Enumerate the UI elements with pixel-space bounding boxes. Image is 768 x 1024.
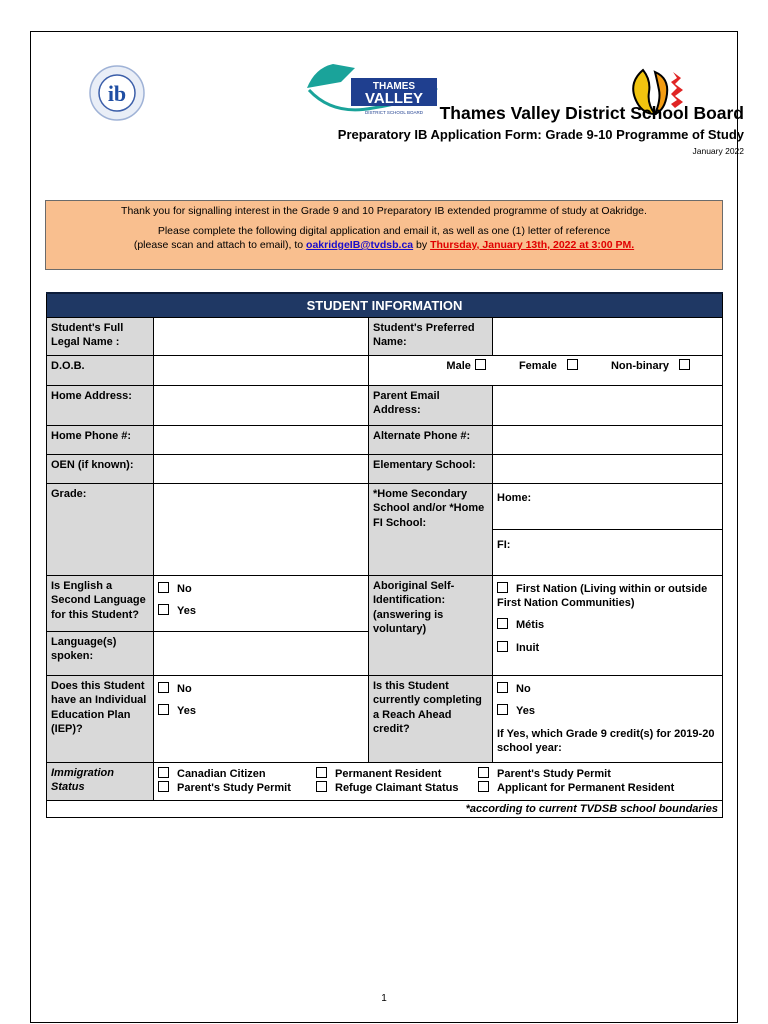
full-name-label: Student's Full Legal Name : bbox=[47, 317, 154, 355]
immigration-label: Immigration Status bbox=[47, 762, 154, 800]
home-address-label: Home Address: bbox=[47, 385, 154, 425]
oen-field[interactable] bbox=[154, 454, 369, 483]
instructions-line-3: (please scan and attach to email), to oakridgeIB@tvdsb.ca by Thursday, January 13th, 2022 at 3:00 PM. bbox=[133, 239, 635, 251]
applicant-permanent-resident-checkbox[interactable] bbox=[478, 781, 489, 792]
boundaries-footnote: *according to current TVDSB school boundaries bbox=[47, 800, 723, 818]
reach-ahead-note: If Yes, which Grade 9 credit(s) for 2019-20 school year: bbox=[497, 727, 715, 754]
fi-school-field[interactable]: FI: bbox=[493, 529, 723, 575]
home-phone-label: Home Phone #: bbox=[47, 425, 154, 454]
esl-options: No Yes bbox=[154, 575, 369, 631]
dob-field[interactable] bbox=[154, 355, 369, 385]
iep-no-checkbox[interactable] bbox=[158, 682, 169, 693]
instructions-line-2: Please complete the following digital application and email it, as well as one (1) letter of reference bbox=[157, 225, 611, 237]
esl-yes-checkbox[interactable] bbox=[158, 604, 169, 615]
grade-field[interactable] bbox=[154, 483, 369, 575]
board-title: Thames Valley District School Board bbox=[439, 103, 744, 123]
female-checkbox[interactable] bbox=[567, 359, 578, 370]
esl-label: Is English a Second Language for this Student? bbox=[47, 575, 154, 631]
permanent-resident-checkbox[interactable] bbox=[316, 767, 327, 778]
oen-label: OEN (if known): bbox=[47, 454, 154, 483]
full-name-field[interactable] bbox=[154, 317, 369, 355]
svg-text:ib: ib bbox=[107, 81, 127, 106]
reach-yes-checkbox[interactable] bbox=[497, 704, 508, 715]
languages-field[interactable] bbox=[154, 631, 369, 675]
metis-checkbox[interactable] bbox=[497, 618, 508, 629]
page-number: 1 bbox=[381, 993, 387, 1004]
aboriginal-label: Aboriginal Self-Identification: (answering is voluntary) bbox=[369, 575, 493, 675]
iep-label: Does this Student have an Individual Education Plan (IEP)? bbox=[47, 675, 154, 762]
elementary-field[interactable] bbox=[493, 454, 723, 483]
dob-label: D.O.B. bbox=[47, 355, 154, 385]
thames-valley-logo bbox=[303, 58, 443, 120]
home-phone-field[interactable] bbox=[154, 425, 369, 454]
svg-text:VALLEY: VALLEY bbox=[364, 90, 424, 107]
immigration-options: Canadian Citizen Permanent Resident Parent's Study Permit Parent's Study Permit Refuge Claimant Status Applicant for Permanent Resident bbox=[154, 762, 723, 800]
reach-ahead-options: No Yes If Yes, which Grade 9 credit(s) for 2019-20 school year: bbox=[493, 675, 723, 762]
parent-study-permit-checkbox-a[interactable] bbox=[478, 767, 489, 778]
instructions-box bbox=[45, 200, 723, 270]
deadline-text: Thursday, January 13th, 2022 at 3:00 PM. bbox=[430, 239, 635, 251]
languages-label: Language(s) spoken: bbox=[47, 631, 154, 675]
form-date: January 2022 bbox=[692, 146, 744, 156]
aboriginal-options: First Nation (Living within or outside First Nation Communities) Métis Inuit bbox=[493, 575, 723, 675]
canadian-citizen-checkbox[interactable] bbox=[158, 767, 169, 778]
section-title: STUDENT INFORMATION bbox=[47, 293, 723, 317]
nonbinary-checkbox[interactable] bbox=[679, 359, 690, 370]
svg-text:DISTRICT SCHOOL BOARD: DISTRICT SCHOOL BOARD bbox=[364, 110, 424, 115]
inuit-checkbox[interactable] bbox=[497, 641, 508, 652]
refugee-claimant-checkbox[interactable] bbox=[316, 781, 327, 792]
instructions-line-1: Thank you for signalling interest in the Grade 9 and 10 Preparatory IB extended programme of study at Oakridge. bbox=[121, 205, 647, 217]
ib-logo bbox=[88, 64, 146, 122]
alt-phone-field[interactable] bbox=[493, 425, 723, 454]
student-information-table bbox=[46, 292, 723, 818]
reach-ahead-label: Is this Student currently completing a Reach Ahead credit? bbox=[369, 675, 493, 762]
alt-phone-label: Alternate Phone #: bbox=[369, 425, 493, 454]
email-link[interactable]: oakridgeIB@tvdsb.ca bbox=[306, 239, 414, 251]
home-school-field[interactable]: Home: bbox=[493, 483, 723, 529]
elementary-label: Elementary School: bbox=[369, 454, 493, 483]
gender-options: Male Female Non-binary bbox=[369, 355, 723, 385]
male-checkbox[interactable] bbox=[475, 359, 486, 370]
form-subtitle: Preparatory IB Application Form: Grade 9-10 Programme of Study bbox=[337, 127, 744, 142]
reach-no-checkbox[interactable] bbox=[497, 682, 508, 693]
iep-yes-checkbox[interactable] bbox=[158, 704, 169, 715]
grade-label: Grade: bbox=[47, 483, 154, 575]
parent-email-label: Parent Email Address: bbox=[369, 385, 493, 425]
home-secondary-label: *Home Secondary School and/or *Home FI School: bbox=[369, 483, 493, 575]
first-nation-checkbox[interactable] bbox=[497, 582, 508, 593]
preferred-name-label: Student's Preferred Name: bbox=[369, 317, 493, 355]
parent-study-permit-checkbox-b[interactable] bbox=[158, 781, 169, 792]
parent-email-field[interactable] bbox=[493, 385, 723, 425]
svg-text:THAMES: THAMES bbox=[372, 81, 416, 92]
preferred-name-field[interactable] bbox=[493, 317, 723, 355]
home-address-field[interactable] bbox=[154, 385, 369, 425]
iep-options: No Yes bbox=[154, 675, 369, 762]
esl-no-checkbox[interactable] bbox=[158, 582, 169, 593]
